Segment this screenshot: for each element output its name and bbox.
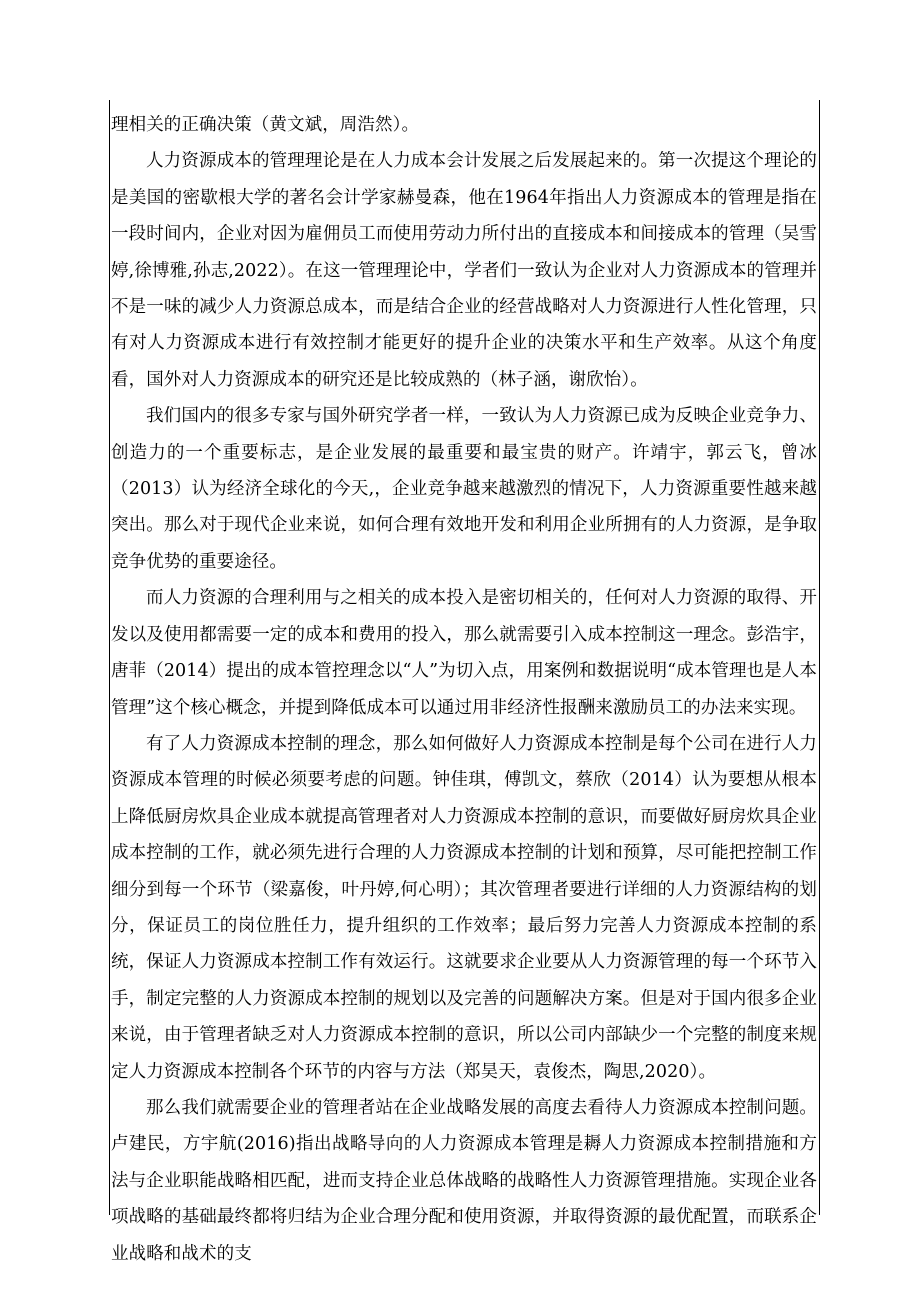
document-body	[111, 107, 817, 1272]
paragraph-domestic-experts: 我们国内的很多专家与国外研究学者一样，一致认为人力资源已成为反映企业竞争力、创造力的一个重要标志，是企业发展的最重要和最宝贵的财产。许靖宇，郭云飞，曾冰（2013）认为经济全球化的今天,，企业竞争越来越激烈的情况下，人力资源重要性越来越突出。那么对于现代企业来说，如何合理有效地开发和利用企业所拥有的人力资源，是争取竞争优势的重要途径。	[111, 406, 817, 572]
table-border-left	[109, 100, 110, 1215]
paragraph-strategy-orientation: 那么我们就需要企业的管理者站在企业战略发展的高度去看待人力资源成本控制问题。卢建民，方宇航(2016)指出战略导向的人力资源成本管理是耨人力资源成本控制措施和方法与企业职能战略相匹配，进而支持企业总体战略的战略性人力资源管理措施。实现企业各项战略的基础最终都将归结为企业合理分配和使用资源，并取得资源的最优配置，而联系企业战略和战术的支	[111, 1097, 817, 1264]
table-border-right	[819, 100, 820, 1215]
paragraph-cost-control-practice: 有了人力资源成本控制的理念，那么如何做好人力资源成本控制是每个公司在进行人力资源成本管理的时候必须要考虑的问题。钟佳琪，傅凯文，蔡欣（2014）认为要想从根本上降低厨房炊具企业成本就提高管理者对人力资源成本控制的意识，而要做好厨房炊具企业成本控制的工作，就必须先进行合理的人力资源成本控制的计划和预算，尽可能把控制工作细分到每一个环节（梁嘉俊，叶丹婷,何心明）；其次管理者要进行详细的人力资源结构的划分，保证员工的岗位胜任力，提升组织的工作效率；最后努力完善人力资源成本控制的系统，保证人力资源成本控制工作有效运行。这就要求企业要从人力资源管理的每一个环节入手，制定完整的人力资源成本控制的规划以及完善的问题解决方案。但是对于国内很多企业来说，由于管理者缺乏对人力资源成本控制的意识，所以公司内部缺少一个完整的制度来规定人力资源成本控制各个环节的内容与方法（郑昊天，袁俊杰，陶思,2020）。	[111, 733, 817, 1082]
paragraph-cost-control-concept: 而人力资源的合理利用与之相关的成本投入是密切相关的，任何对人力资源的取得、开发以及使用都需要一定的成本和费用的投入，那么就需要引入成本控制这一理念。彭浩宇，唐菲（2014）提出的成本管控理念以“人”为切入点，用案例和数据说明“成本管理也是人本管理”这个核心概念，并提到降低成本可以通过用非经济性报酬来激励员工的办法来实现。	[111, 588, 817, 718]
paragraph-hr-cost-theory: 人力资源成本的管理理论是在人力成本会计发展之后发展起来的。第一次提这个理论的是美国的密歇根大学的著名会计学家赫曼森，他在1964年指出人力资源成本的管理是指在一段时间内，企业对因为雇佣员工而使用劳动力所付出的直接成本和间接成本的管理（吴雪婷,徐博雅,孙志,2022）。在这一管理理论中，学者们一致认为企业对人力资源成本的管理并不是一味的减少人力资源总成本，而是结合企业的经营战略对人力资源进行人性化管理，只有对人力资源成本进行有效控制才能更好的提升企业的决策水平和生产效率。从这个角度看，国外对人力资源成本的研究还是比较成熟的（林子涵，谢欣怡）。	[111, 151, 817, 390]
paragraph-continuation: 理相关的正确决策（黄文斌，周浩然）。	[111, 115, 420, 135]
